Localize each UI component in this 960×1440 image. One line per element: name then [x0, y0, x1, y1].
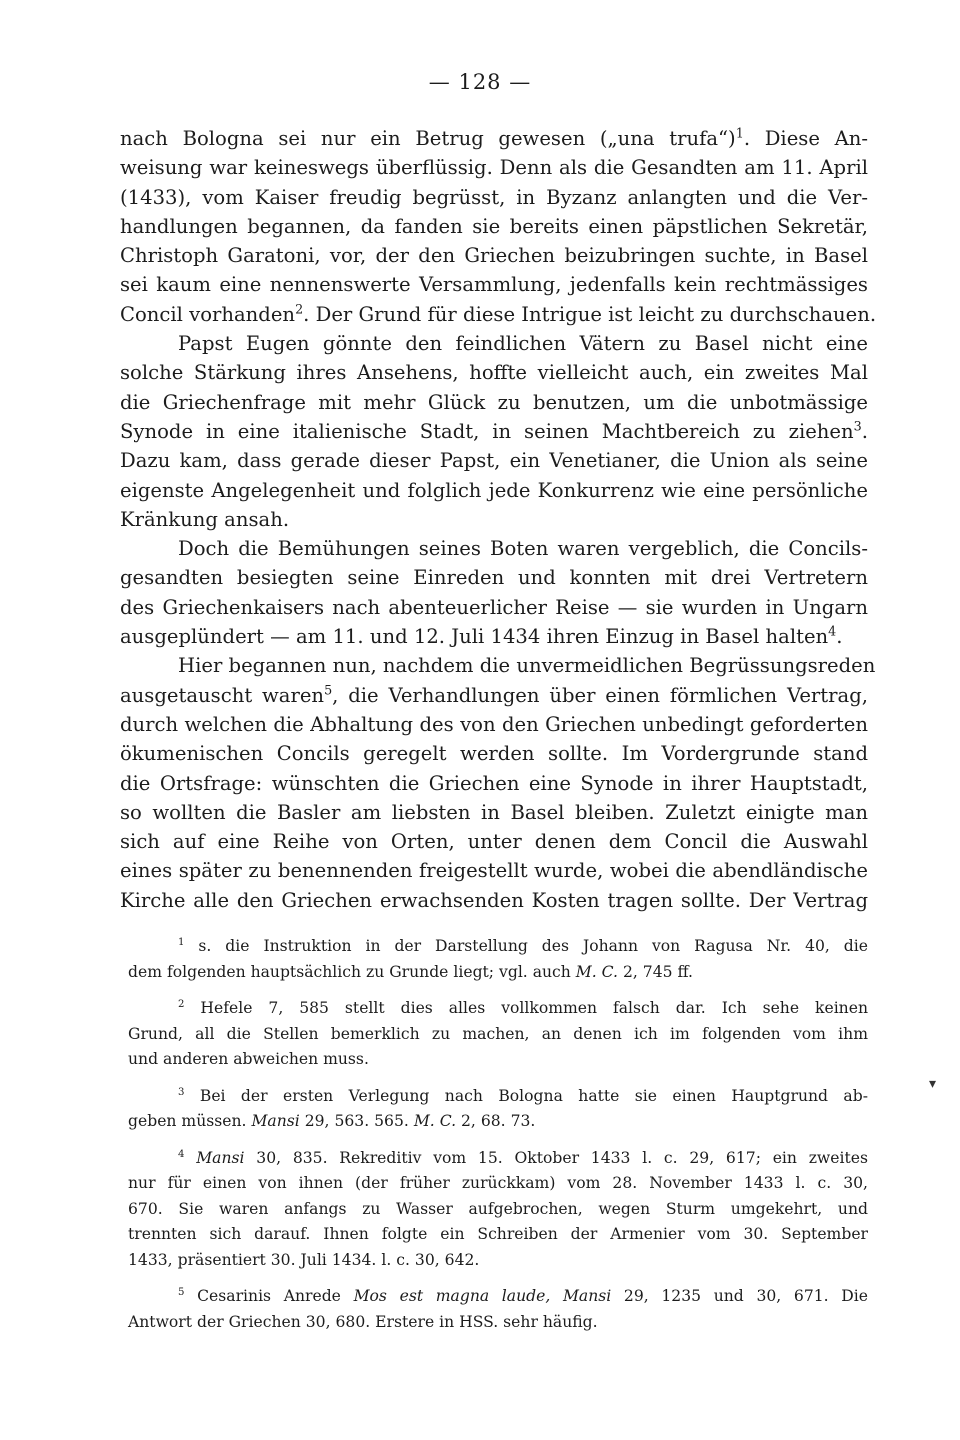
footnote-ref: 4	[828, 624, 837, 640]
text-run: Antwort der Griechen 30, 680. Erstere in HSS. sehr häufig.	[128, 1312, 598, 1331]
text-run: Papst Eugen gönnte den feindlichen Vätern zu Basel nicht eine	[178, 332, 868, 356]
footnote-line	[128, 1284, 868, 1310]
footnote-line	[128, 1310, 868, 1336]
page-number: — 128 —	[428, 70, 532, 94]
text-line	[120, 241, 868, 270]
text-run: Doch die Bemühungen seines Boten waren vergeblich, die Concils-	[178, 537, 868, 561]
text-run: Bei der ersten Verlegung nach Bologna hatte sie einen Hauptgrund ab-	[199, 1086, 868, 1105]
body-text	[120, 124, 877, 915]
text-line	[120, 710, 868, 739]
text-line	[120, 124, 868, 153]
footnote	[128, 1146, 868, 1274]
text-line	[120, 270, 868, 299]
text-run: die Ortsfrage: wünschten die Griechen eine Synode in ihrer Hauptstadt,	[120, 771, 868, 795]
text-line	[120, 681, 868, 710]
footnote-line	[128, 1022, 868, 1048]
footnote-line	[128, 1222, 868, 1248]
text-line	[120, 446, 868, 475]
text-line	[120, 300, 877, 329]
text-line	[120, 798, 868, 827]
footnote-line	[128, 1248, 868, 1274]
text-line	[120, 651, 876, 680]
footnotes	[128, 934, 868, 1346]
text-line	[120, 153, 868, 182]
text-run: und anderen abweichen muss.	[128, 1050, 369, 1068]
text-run: sich auf eine Reihe von Orten, unter denen dem Concil die Auswahl	[120, 830, 868, 854]
text-run: Grund, all die Stellen bemerklich zu machen, an denen ich im folgenden vom ihm	[128, 1024, 868, 1043]
text-line	[120, 534, 868, 563]
text-run: nur für einen von ihnen (der früher zurückkam) vom 28. November 1433 l. c. 30,	[128, 1174, 868, 1192]
text-run: nach Bologna sei nur ein Betrug gewesen („una trufa“)	[120, 127, 736, 150]
text-run: . Diese An-	[743, 127, 869, 150]
footnote-number: 5	[178, 1286, 185, 1298]
footnote	[128, 1284, 868, 1335]
text-line	[120, 388, 868, 417]
footnote-line	[128, 1084, 868, 1110]
text-run: solche Stärkung ihres Ansehens, hoffte vielleicht auch, ein zweites Mal	[120, 361, 868, 385]
text-run: .	[836, 625, 843, 649]
text-run: Cesarinis Anrede	[197, 1287, 354, 1305]
text-line	[120, 886, 868, 915]
text-run: handlungen begannen, da fanden sie bereits einen päpstlichen Sekretär,	[120, 214, 868, 238]
text-run: eigenste Angelegenheit und folglich jede Konkurrenz wie eine persönliche	[120, 478, 868, 502]
footnote-line	[128, 1146, 868, 1172]
text-run: so wollten die Basler am liebsten in Basel bleiben. Zuletzt einigte man	[120, 800, 868, 824]
text-run: weisung war keineswegs überflüssig. Denn als die Gesandten am 11. April	[120, 156, 868, 180]
italic-run: M. C.	[413, 1112, 457, 1130]
text-line	[120, 856, 868, 885]
text-run: trennten sich darauf. Ihnen folgte ein Schreiben der Armenier vom 30. September	[128, 1225, 868, 1243]
text-run: Synode in eine italienische Stadt, in seinen Machtbereich zu ziehen	[120, 419, 854, 443]
text-run: , die Verhandlungen über einen förmlichen Vertrag,	[332, 683, 868, 707]
footnote-line	[128, 1109, 868, 1135]
text-run: ausgeplündert — am 11. und 12. Juli 1434 ihren Einzug in Basel halten	[120, 625, 829, 649]
text-line	[120, 739, 868, 768]
text-run: des Griechenkaisers nach abenteuerlicher Reise — sie wurden in Ungarn	[120, 595, 868, 619]
footnote-number: 1	[178, 936, 185, 948]
footnote-ref: 1	[735, 126, 744, 142]
text-run: eines später zu benennenden freigestellt wurde, wobei die abendländische	[120, 859, 868, 883]
text-line	[120, 212, 868, 241]
text-line	[120, 329, 868, 358]
footnote-line	[128, 1197, 868, 1223]
text-run: ökumenischen Concils geregelt werden sollte. Im Vordergrunde stand	[120, 742, 868, 766]
footnote	[128, 996, 868, 1073]
italic-run: Mansi	[251, 1112, 300, 1130]
footnote-ref: 3	[853, 419, 862, 435]
text-run: Kränkung ansah.	[120, 507, 290, 531]
footnote-line	[128, 960, 868, 986]
footnote-line	[128, 996, 868, 1022]
text-run: 670. Sie waren anfangs zu Wasser aufgebrochen, wegen Sturm umgekehrt, und	[128, 1199, 868, 1218]
footnote-ref: 2	[295, 302, 304, 318]
text-run: gesandten besiegten seine Einreden und konnten mit drei Vertretern	[120, 566, 868, 590]
footnote-number: 2	[178, 998, 185, 1010]
footnote-line	[128, 1047, 868, 1073]
text-run: 2, 745 ff.	[618, 962, 694, 981]
text-run: 30, 835. Rekreditiv vom 15. Oktober 1433 l. c. 29, 617; ein zweites	[244, 1148, 868, 1167]
footnote-number: 4	[178, 1148, 185, 1160]
text-run: sei kaum eine nennenswerte Versammlung, jedenfalls kein rechtmässiges	[120, 273, 868, 297]
text-run: . Der Grund für diese Intrigue ist leicht zu durchschauen.	[303, 302, 877, 326]
text-line	[120, 827, 868, 856]
footnote	[128, 1084, 868, 1135]
text-run: Christoph Garatoni, vor, der den Griechen beizubringen suchte, in Basel	[120, 244, 868, 268]
italic-run: Mos est magna laude, Mansi	[353, 1287, 612, 1305]
text-line	[120, 417, 868, 446]
footnote-ref: 5	[324, 683, 333, 699]
text-run: Hefele 7, 585 stellt dies alles vollkommen falsch dar. Ich sehe keinen	[200, 999, 868, 1017]
text-run: die Griechenfrage mit mehr Glück zu benutzen, um die unbotmässige	[120, 390, 868, 414]
text-run: 1433, präsentiert 30. Juli 1434. l. c. 30, 642.	[128, 1250, 480, 1269]
footnote-line	[128, 934, 868, 960]
text-line	[120, 183, 868, 212]
text-run: 2, 68. 73.	[456, 1112, 536, 1130]
text-line	[120, 505, 868, 534]
footnote-number: 3	[178, 1086, 185, 1098]
text-run: .	[861, 419, 868, 443]
text-run: Hier begannen nun, nachdem die unvermeidlichen Begrüssungsreden	[178, 654, 876, 678]
italic-run: Mansi	[196, 1148, 245, 1167]
text-run: Concil vorhanden	[120, 302, 296, 326]
text-line	[120, 476, 868, 505]
margin-mark: ▾	[929, 1076, 937, 1092]
text-run: (1433), vom Kaiser freudig begrüsst, in Byzanz anlangten und die Ver-	[120, 185, 868, 209]
text-run: durch welchen die Abhaltung des von den Griechen unbedingt geforderten	[120, 712, 868, 736]
text-line	[120, 563, 868, 592]
footnote-line	[128, 1171, 868, 1197]
text-run: Kirche alle den Griechen erwachsenden Kosten tragen sollte. Der Vertrag	[120, 888, 868, 912]
italic-run: M. C.	[575, 962, 619, 981]
text-line	[120, 622, 868, 651]
text-line	[120, 769, 868, 798]
footnote	[128, 934, 868, 985]
text-run: 29, 563. 565.	[299, 1112, 414, 1130]
text-run: geben müssen.	[128, 1112, 252, 1130]
text-line	[120, 358, 868, 387]
text-run: dem folgenden hauptsächlich zu Grunde liegt; vgl. auch	[128, 962, 576, 981]
text-line	[120, 593, 868, 622]
text-run: s. die Instruktion in der Darstellung des Johann von Ragusa Nr. 40, die	[198, 937, 868, 955]
text-run: Dazu kam, dass gerade dieser Papst, ein Venetianer, die Union als seine	[120, 449, 868, 473]
text-run: 29, 1235 und 30, 671. Die	[611, 1287, 869, 1305]
text-run: ausgetauscht waren	[120, 683, 325, 707]
